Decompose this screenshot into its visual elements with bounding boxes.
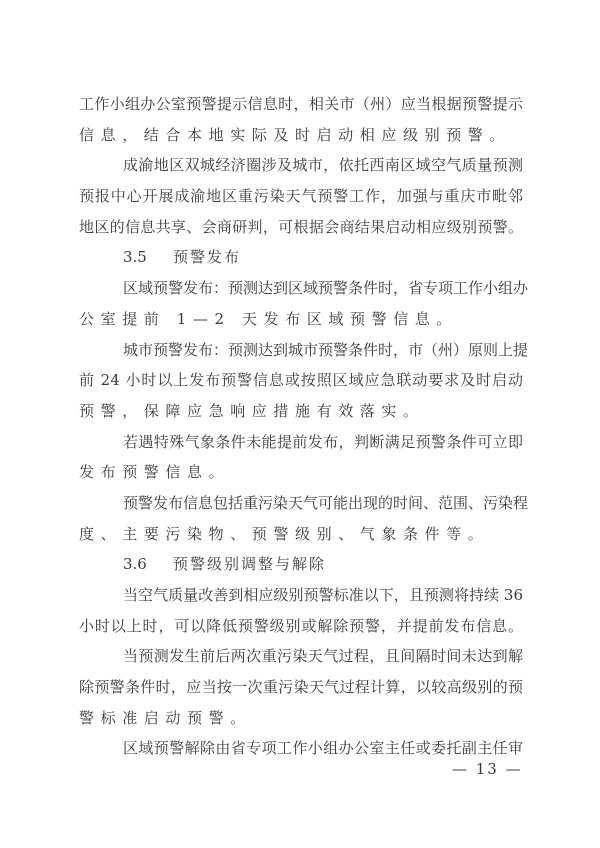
text-line: 发布预警信息。 (79, 463, 231, 482)
text-line: 前 24 小时以上发布预警信息或按照区域应急联动要求及时启动 (79, 371, 523, 390)
text-line: 当空气质量改善到相应级别预警标准以下，且预测将持续 36 (123, 586, 523, 604)
text-line: 工作小组办公室预警提示信息时，相关市（州）应当根据预警提示 (79, 95, 523, 113)
text-line: 公室提前 1—2 天发布区域预警信息。 (79, 309, 459, 328)
text-line: 当预测发生前后两次重污染天气过程，且间隔时间未达到解 (123, 647, 523, 666)
page-number: — 13 — (452, 760, 523, 778)
section-heading (79, 549, 523, 580)
text-line: 预警，保障应急响应措施有效落实。 (79, 401, 425, 420)
text-line: 预报中心开展成渝地区重污染天气预警工作，加强与重庆市毗邻 (79, 187, 523, 206)
text-line: 小时以上时，可以降低预警级别或解除预警，并提前发布信息。 (79, 616, 523, 635)
section-heading (79, 242, 523, 273)
text-line: 成渝地区双城经济圈涉及城市，依托西南区域空气质量预测 (123, 156, 523, 175)
text-line: 度、主要污染物、预警级别、气象条件等。 (79, 524, 490, 543)
text-line: 若遇特殊气象条件未能提前发布，判断满足预警条件可立即 (123, 432, 523, 451)
section-title: 预警级别调整与解除 (173, 555, 327, 574)
text-line: 预警发布信息包括重污染天气可能出现的时间、范围、污染程 (123, 493, 529, 512)
section-number: 3.5 (123, 248, 147, 267)
section-number: 3.6 (123, 555, 147, 574)
text-line: 区域预警解除由省专项工作小组办公室主任或委托副主任审 (123, 739, 523, 758)
text-line: 信息，结合本地实际及时启动相应级别预警。 (79, 125, 512, 144)
text-line: 地区的信息共享、会商研判，可根据会商结果启动相应级别预警。 (79, 217, 523, 236)
document-body (79, 89, 529, 764)
section-title: 预警发布 (173, 248, 242, 267)
text-line: 除预警条件时，应当按一次重污染天气过程计算，以较高级别的预 (79, 678, 523, 697)
text-line: 城市预警发布：预测达到城市预警条件时，市（州）原则上提 (123, 340, 529, 359)
text-line: 区域预警发布：预测达到区域预警条件时，省专项工作小组办 (123, 279, 529, 298)
text-line: 警标准启动预警。 (79, 708, 252, 727)
